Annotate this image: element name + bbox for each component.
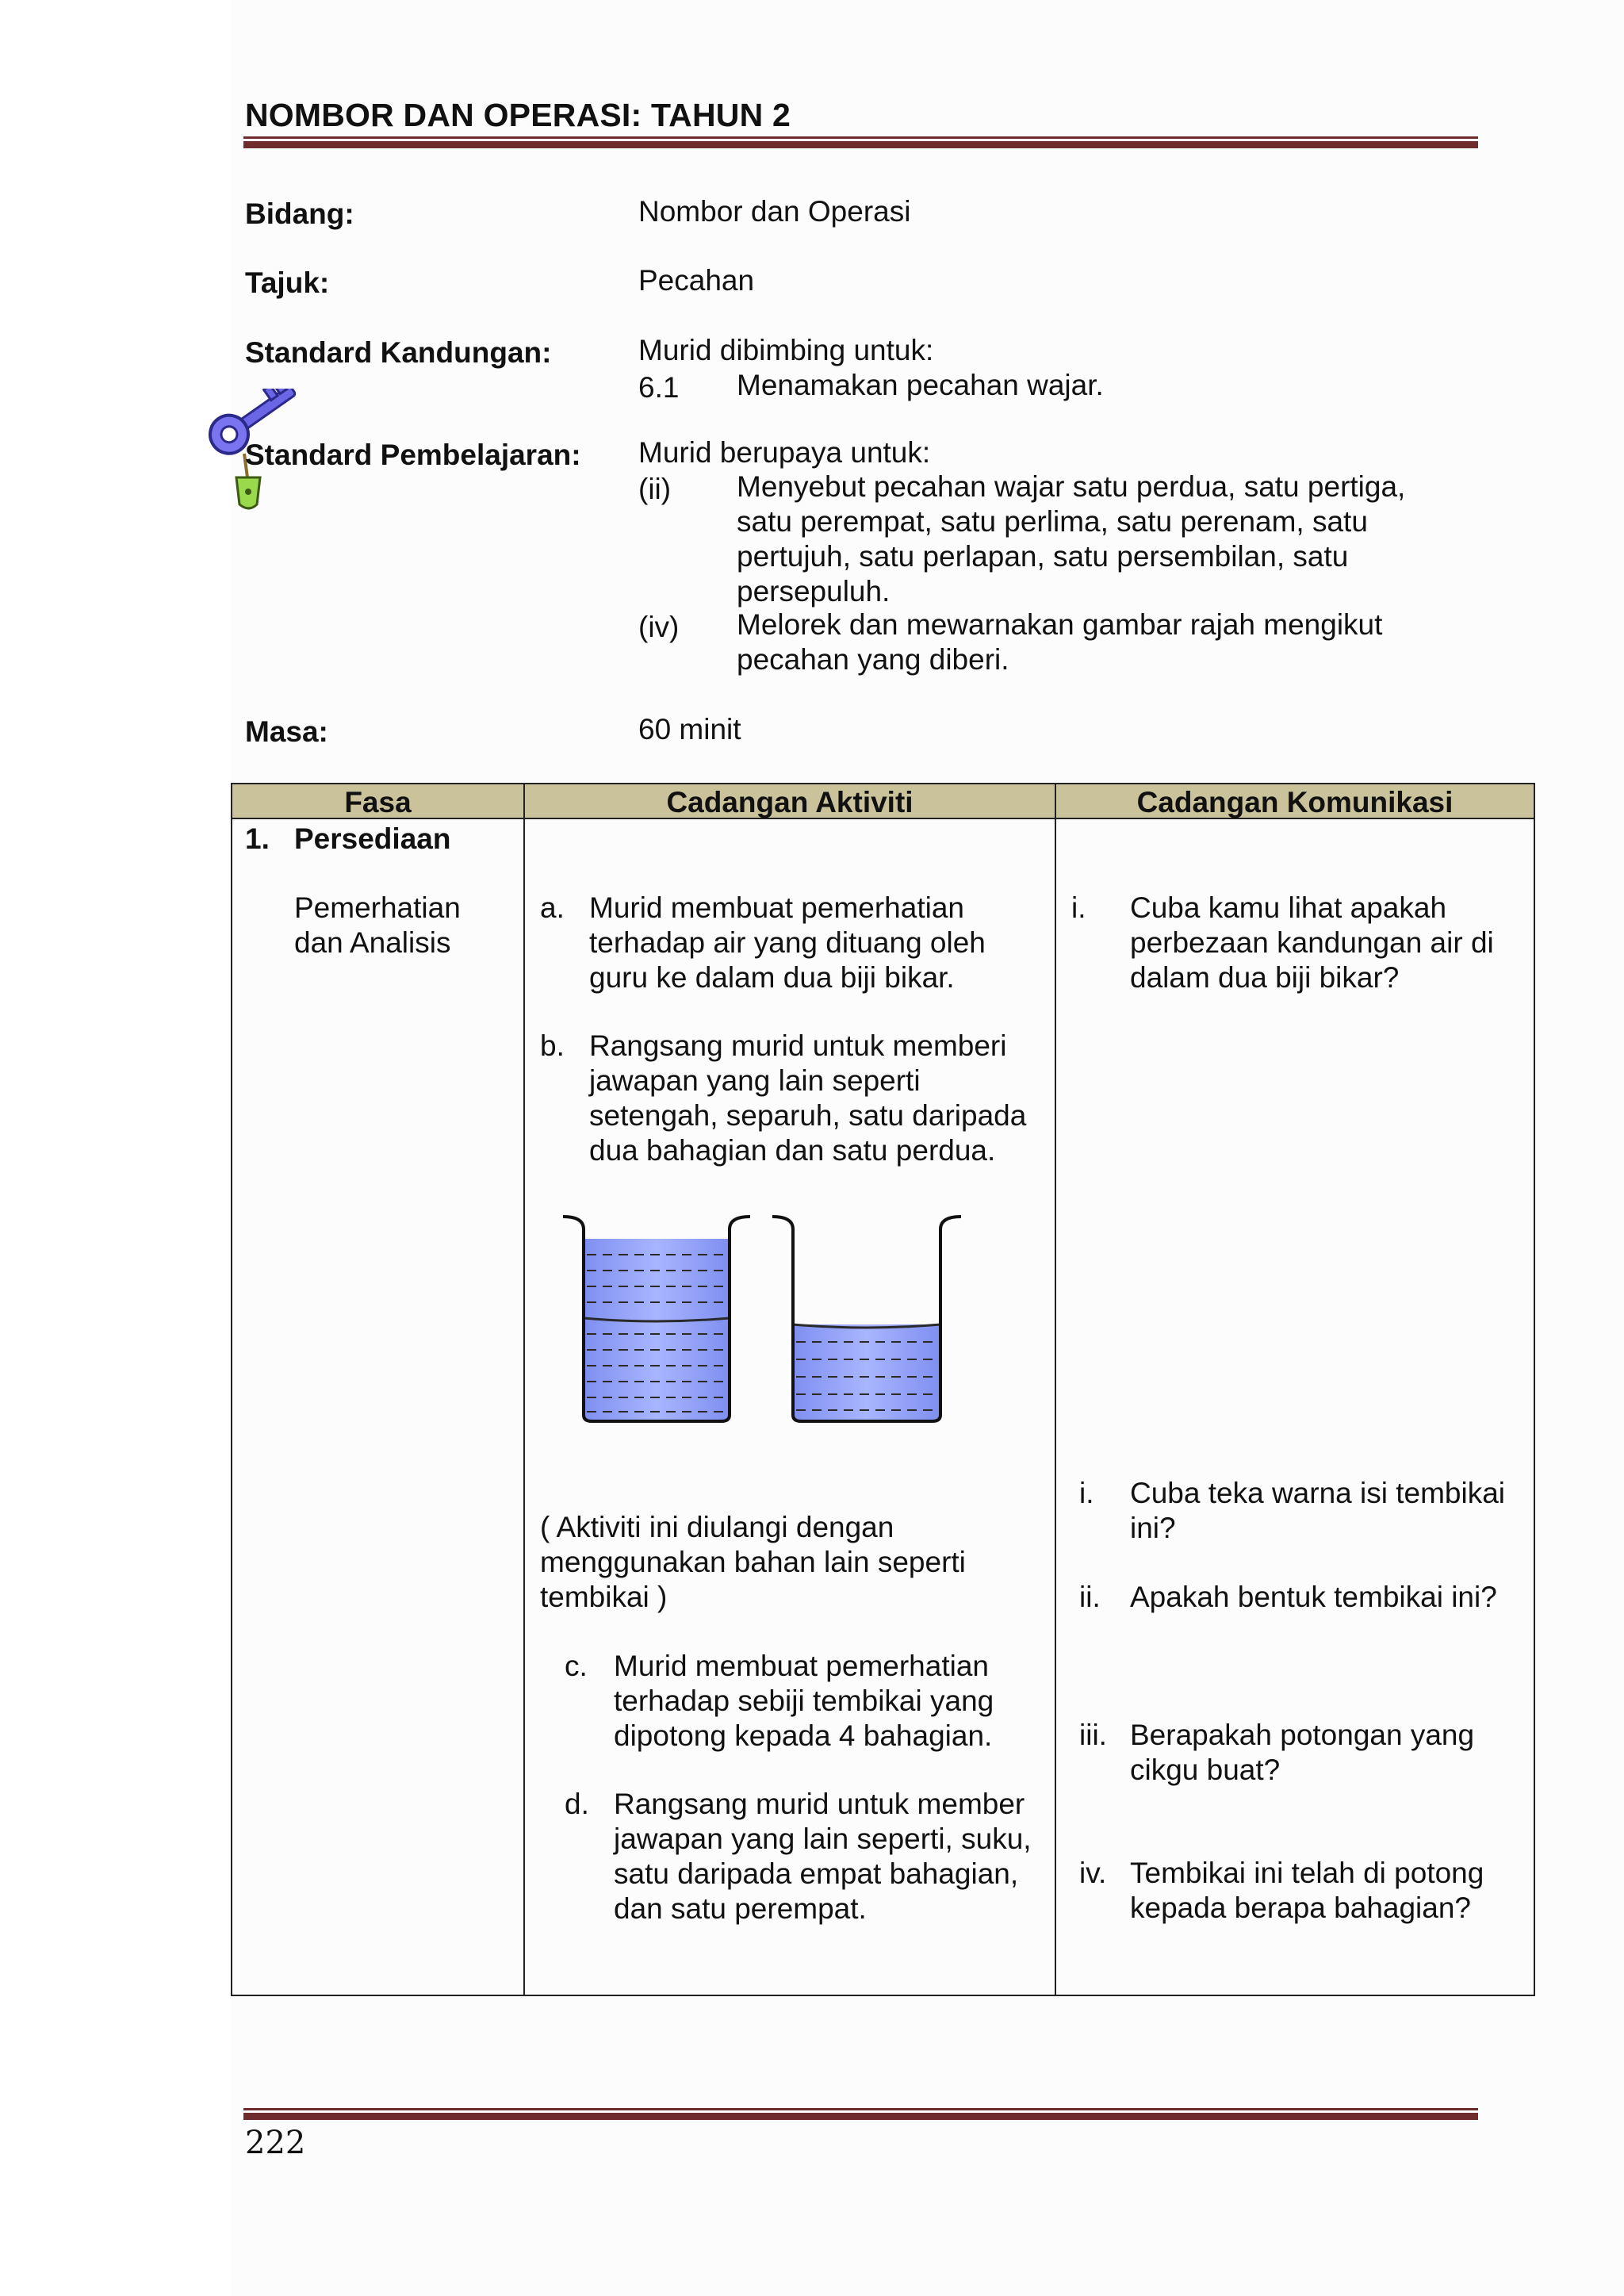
fasa-number: 1.	[245, 822, 270, 855]
bidang-label: Bidang:	[245, 197, 354, 230]
masa-value: 60 minit	[638, 713, 741, 746]
activity-item: Rangsang murid untuk member jawapan yang lain seperti, suku, satu daripada empat bahagian, dan satu perempat.	[614, 1788, 1032, 1925]
fasa-title: Persediaan	[294, 822, 451, 855]
tajuk-value: Pecahan	[638, 264, 755, 297]
header-cadangan-komunikasi: Cadangan Komunikasi	[1136, 786, 1454, 818]
tajuk-label: Tajuk:	[245, 266, 330, 299]
activity-marker: b.	[540, 1029, 565, 1062]
communication-marker: i.	[1079, 1477, 1094, 1509]
communication-marker: iii.	[1079, 1719, 1107, 1751]
standard-pembelajaran-intro: Murid berupaya untuk:	[638, 436, 931, 469]
standard-pembelajaran-label: Standard Pembelajaran:	[245, 439, 581, 471]
activity-item: Murid membuat pemerhatian terhadap sebiji tembikai yang dipotong kepada 4 bahagian.	[614, 1650, 994, 1752]
sp-item-number: (iv)	[638, 611, 680, 643]
activity-marker: d.	[565, 1788, 589, 1820]
activity-item: Murid membuat pemerhatian terhadap air yang dituang oleh guru ke dalam dua biji bikar.	[589, 891, 986, 994]
sp-item-number: (ii)	[638, 473, 672, 505]
communication-marker: iv.	[1079, 1857, 1107, 1889]
footer-rule	[243, 2108, 1478, 2120]
header-cadangan-aktiviti: Cadangan Aktiviti	[666, 786, 914, 818]
standard-kandungan-intro: Murid dibimbing untuk:	[638, 334, 934, 366]
activity-item: Rangsang murid untuk memberi jawapan yang lain seperti setengah, separuh, satu daripada dua bahagian dan satu perdua.	[589, 1029, 1027, 1167]
masa-label: Masa:	[245, 715, 328, 748]
fasa-subtitle: Pemerhatian dan Analisis	[294, 891, 461, 959]
communication-item: Apakah bentuk tembikai ini?	[1130, 1581, 1497, 1613]
page-header-title: NOMBOR DAN OPERASI: TAHUN 2	[245, 97, 791, 133]
header-fasa: Fasa	[344, 786, 412, 818]
communication-item: Berapakah potongan yang cikgu buat?	[1130, 1719, 1475, 1786]
activity-marker: c.	[565, 1650, 588, 1682]
standard-kandungan-text: Menamakan pecahan wajar.	[737, 369, 1104, 401]
bidang-value: Nombor dan Operasi	[638, 195, 911, 228]
standard-kandungan-label: Standard Kandungan:	[245, 336, 552, 369]
sp-item-text: Menyebut pecahan wajar satu perdua, satu pertiga, satu perempat, satu perlima, satu perenam, satu pertujuh, satu perlapan, satu persembilan, satu persepuluh.	[737, 470, 1406, 608]
beakers-illustration	[555, 1205, 967, 1443]
sp-item-text: Melorek dan mewarnakan gambar rajah mengikut pecahan yang diberi.	[737, 608, 1383, 676]
page-number: 222	[245, 2125, 306, 2161]
column-divider	[523, 783, 525, 1996]
activity-marker: a.	[540, 891, 565, 924]
communication-item: Tembikai ini telah di potong kepada berapa bahagian?	[1130, 1857, 1484, 1924]
communication-item: Cuba teka warna isi tembikai ini?	[1130, 1477, 1505, 1544]
communication-marker: ii.	[1079, 1581, 1101, 1613]
activity-note: ( Aktiviti ini diulangi dengan menggunakan bahan lain seperti tembikai )	[540, 1511, 966, 1613]
header-rule	[243, 136, 1478, 148]
communication-marker: i.	[1071, 891, 1086, 924]
communication-item: Cuba kamu lihat apakah perbezaan kandungan air di dalam dua biji bikar?	[1130, 891, 1494, 994]
standard-kandungan-number: 6.1	[638, 371, 680, 404]
